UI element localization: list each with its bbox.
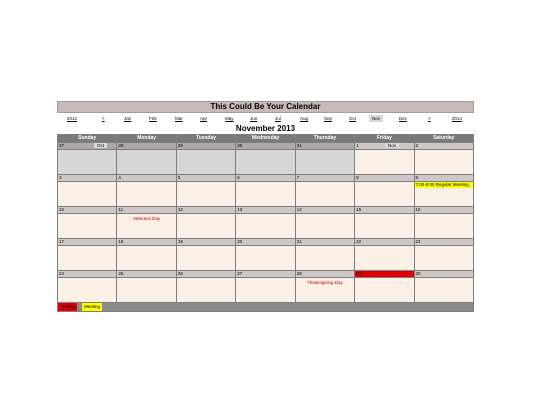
day-number: 28	[117, 143, 176, 150]
day-number-holiday: 29	[355, 271, 414, 278]
day-number: 29	[176, 143, 235, 150]
day-number: 21	[295, 239, 354, 246]
day-number: 25	[117, 271, 176, 278]
day-cell[interactable]	[355, 182, 414, 207]
day-cell[interactable]	[295, 150, 354, 175]
page-title: This Could Be Your Calendar	[57, 101, 474, 113]
weekday-saturday: Saturday	[414, 135, 473, 143]
month-link-aug[interactable]: Aug	[300, 116, 309, 121]
calendar-grid	[57, 134, 474, 303]
day-cell[interactable]	[176, 150, 235, 175]
day-number: 27	[236, 271, 295, 278]
day-cell[interactable]	[58, 246, 117, 271]
legend	[57, 303, 474, 312]
day-number: 18	[117, 239, 176, 246]
month-link-sep[interactable]: Sep	[324, 116, 333, 121]
day-number: 31	[295, 143, 354, 150]
month-link-may[interactable]: May	[225, 116, 234, 121]
day-cell[interactable]	[355, 278, 414, 303]
weekday-thursday: Thursday	[295, 135, 354, 143]
month-link-feb[interactable]: Feb	[149, 116, 157, 121]
day-number: 3	[58, 175, 117, 182]
day-number: 10	[58, 207, 117, 214]
day-cell[interactable]	[236, 150, 295, 175]
calendar	[57, 101, 474, 312]
day-number: 20	[236, 239, 295, 246]
month-link-apr[interactable]: Apr	[200, 116, 208, 121]
day-number: 22	[355, 239, 414, 246]
month-title: November 2013	[235, 124, 296, 133]
month-link-jan[interactable]: Jan	[124, 116, 132, 121]
day-cell[interactable]	[117, 182, 176, 207]
prev-year-link[interactable]: 2012	[67, 116, 78, 121]
day-number: 16	[414, 207, 473, 214]
day-cell[interactable]	[176, 278, 235, 303]
next-month-link[interactable]: >	[428, 116, 431, 121]
week-3-numbers	[58, 207, 474, 214]
day-number: 11	[117, 207, 176, 214]
day-number: 28	[295, 271, 354, 278]
week-5-numbers	[58, 271, 474, 278]
day-number: 12	[176, 207, 235, 214]
day-cell[interactable]	[355, 150, 414, 175]
current-month-label: Nov	[369, 115, 383, 122]
day-cell[interactable]	[176, 214, 235, 239]
month-navigation	[57, 115, 474, 124]
next-year-link[interactable]: 2014	[452, 116, 463, 121]
weekday-monday: Monday	[117, 135, 176, 143]
prev-month-link[interactable]: <	[102, 116, 105, 121]
weekday-sunday: Sunday	[58, 135, 117, 143]
day-cell[interactable]	[414, 182, 473, 207]
holiday-event-veterans[interactable]: Veterans Day	[133, 216, 161, 221]
day-cell[interactable]	[176, 182, 235, 207]
holiday-event-thanksgiving[interactable]: Thanksgiving Day	[307, 280, 343, 285]
month-link-mar[interactable]: Mar	[175, 116, 183, 121]
weekday-tuesday: Tuesday	[176, 135, 235, 143]
month-link-jul[interactable]: Jul	[275, 116, 281, 121]
day-number: 27 Oct	[58, 143, 117, 150]
day-number: 8	[355, 175, 414, 182]
day-cell[interactable]	[236, 278, 295, 303]
day-number: 30	[414, 271, 473, 278]
meeting-event[interactable]: 7:00-9:00 Regular Meeting	[415, 182, 473, 188]
week-3-cells	[58, 214, 474, 239]
day-number: 2	[414, 143, 473, 150]
day-cell[interactable]	[236, 246, 295, 271]
month-link-oct[interactable]: Oct	[349, 116, 357, 121]
week-4-numbers	[58, 239, 474, 246]
day-number: 4	[117, 175, 176, 182]
day-number: 30	[236, 143, 295, 150]
day-cell[interactable]	[58, 150, 117, 175]
weekday-wednesday: Wednesday	[236, 135, 295, 143]
week-1-numbers	[58, 143, 474, 150]
day-number: 24	[58, 271, 117, 278]
month-link-dec[interactable]: Dec	[399, 116, 408, 121]
day-number: 19	[176, 239, 235, 246]
day-cell[interactable]	[176, 246, 235, 271]
day-number: 7	[295, 175, 354, 182]
day-cell[interactable]	[117, 214, 176, 239]
day-cell[interactable]	[117, 150, 176, 175]
day-cell[interactable]	[295, 182, 354, 207]
day-cell[interactable]	[414, 246, 473, 271]
day-number: 1 Nov	[355, 143, 414, 150]
day-number: 26	[176, 271, 235, 278]
day-cell[interactable]	[58, 182, 117, 207]
day-cell[interactable]	[236, 182, 295, 207]
day-cell[interactable]	[414, 278, 473, 303]
day-cell[interactable]	[295, 278, 354, 303]
day-cell[interactable]	[355, 214, 414, 239]
week-2-cells	[58, 182, 474, 207]
day-number: 9	[414, 175, 473, 182]
day-cell[interactable]	[117, 246, 176, 271]
day-cell[interactable]	[414, 150, 473, 175]
weekday-friday: Friday	[355, 135, 414, 143]
day-cell[interactable]	[58, 278, 117, 303]
day-number: 15	[355, 207, 414, 214]
month-link-jun[interactable]: Jun	[250, 116, 258, 121]
day-number: 17	[58, 239, 117, 246]
day-cell[interactable]	[117, 278, 176, 303]
month-label-nov: Nov	[385, 143, 399, 148]
day-cell[interactable]	[236, 214, 295, 239]
day-cell[interactable]	[414, 214, 473, 239]
day-number: 13	[236, 207, 295, 214]
day-number: 23	[414, 239, 473, 246]
weekday-header	[58, 135, 474, 143]
day-cell[interactable]	[355, 246, 414, 271]
day-number: 14	[295, 207, 354, 214]
week-4-cells	[58, 246, 474, 271]
day-number: 6	[236, 175, 295, 182]
legend-holiday: Holiday	[60, 304, 76, 309]
week-1-cells	[58, 150, 474, 175]
day-cell[interactable]	[295, 214, 354, 239]
month-label-oct: Oct	[94, 143, 107, 148]
day-cell[interactable]	[58, 214, 117, 239]
day-cell[interactable]	[295, 246, 354, 271]
week-2-numbers	[58, 175, 474, 182]
day-number: 5	[176, 175, 235, 182]
week-5-cells	[58, 278, 474, 303]
legend-meeting: Meeting	[84, 304, 101, 309]
